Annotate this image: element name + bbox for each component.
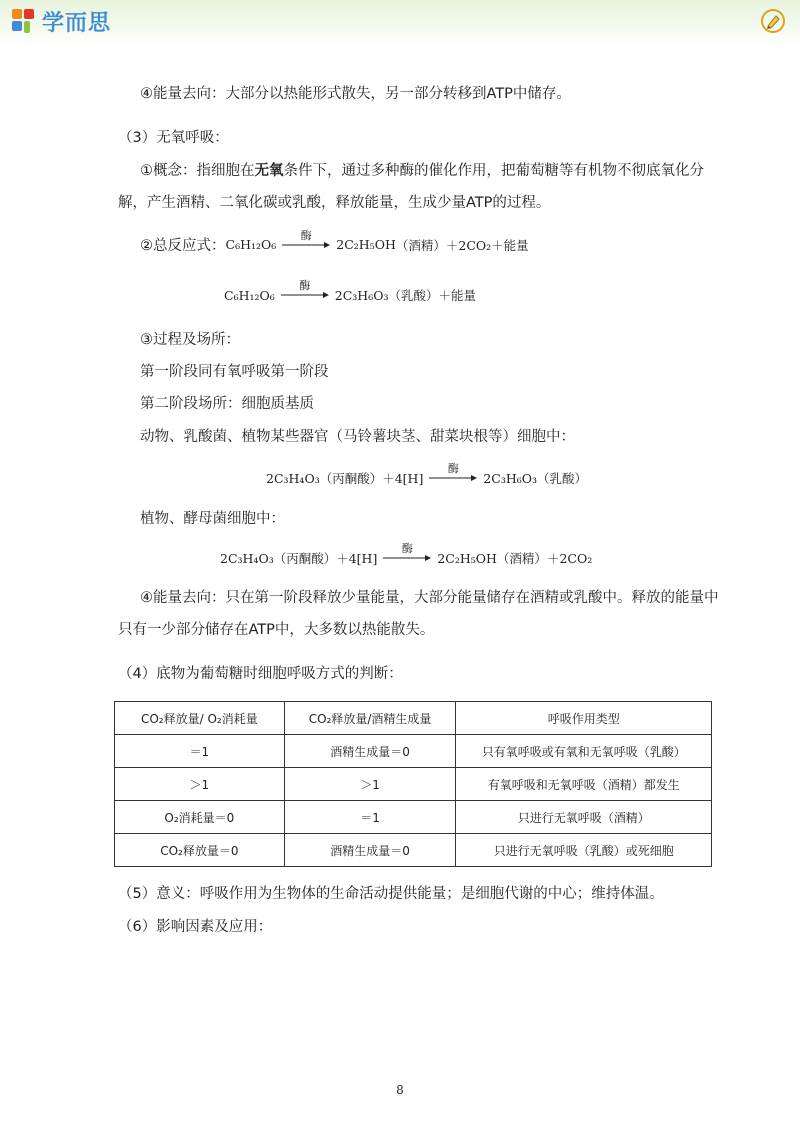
process-title: ③过程及场所：: [140, 332, 240, 348]
table-row: [115, 735, 712, 768]
eq2-rhs-d: 能量: [451, 288, 477, 303]
section-3-title: （3）无氧呼吸：: [118, 130, 229, 146]
header-band: [0, 0, 800, 44]
table-cell: O₂消耗量＝0: [115, 801, 285, 834]
eq1-rhs-d: 能量: [503, 237, 529, 253]
section-6-title: （6）影响因素及应用：: [118, 919, 273, 935]
eq4-rhs-c: ＋2CO₂: [546, 551, 593, 566]
table-row: [115, 768, 712, 801]
total-label: ②总反应式：: [140, 238, 226, 254]
eq1-rhs-a: 2C₂H₅OH: [336, 237, 396, 252]
eq3-lhs-c: ＋4[H]: [382, 471, 424, 486]
concept-post: 条件下，通过多种酶的催化作用，把葡萄糖等有机物不彻底氧化分: [283, 163, 704, 179]
eq2-rhs-b: （乳酸）: [388, 288, 439, 303]
concept-bold-anaerobic: 无氧: [254, 163, 284, 179]
eq3-arrow: [429, 463, 477, 481]
energy-fate-anaerobic-2: 只有一少部分储存在ATP中，大多数以热能散失。: [118, 622, 435, 638]
eq4-enzyme: 酶: [401, 542, 413, 555]
respiration-table: [114, 701, 712, 867]
table-header: CO₂释放量/ O₂消耗量: [115, 702, 285, 735]
eq3-lhs-a: 2C₃H₄O₃: [266, 470, 320, 486]
table-cell: ＞1: [115, 768, 285, 801]
logo-text: 学而思: [42, 10, 112, 36]
table-row: [115, 834, 712, 867]
stage-1: 第一阶段同有氧呼吸第一阶段: [140, 364, 329, 380]
eq2-lhs: C₆H₁₂O₆: [224, 287, 275, 303]
eq3-rhs-a: 2C₃H₆O₃: [483, 470, 538, 486]
pencil-icon: [760, 8, 786, 34]
animals-line: 动物、乳酸菌、植物某些器官（马铃薯块茎、甜菜块根等）细胞中：: [140, 429, 575, 445]
eq4-arrow: [383, 543, 431, 561]
equation-alcohol-stage2: [220, 542, 593, 567]
concept-line-2: 解，产生酒精、二氧化碳或乳酸，释放能量，生成少量ATP的过程。: [118, 195, 551, 211]
stage-2: 第二阶段场所：细胞质基质: [140, 396, 314, 412]
eq2-rhs-a: 2C₃H₆O₃: [334, 287, 389, 303]
eq4-rhs-b: （酒精）: [496, 551, 547, 566]
table-cell: 只进行无氧呼吸（酒精）: [456, 801, 712, 834]
concept-line-1: [140, 161, 704, 181]
energy-fate-anaerobic-1: ④能量去向：只在第一阶段释放少量能量，大部分能量储存在酒精或乳酸中。释放的能量中: [140, 590, 719, 606]
eq1-lhs: C₆H₁₂O₆: [225, 237, 277, 252]
equation-lactic-stage2: [266, 462, 588, 487]
page-number: 8: [396, 1083, 404, 1097]
eq3-rhs-b: （乳酸）: [537, 471, 588, 486]
arrow-icon: [281, 292, 329, 298]
logo-mark-icon: [10, 7, 38, 35]
table-cell: ＝1: [115, 735, 285, 768]
table-cell: 有氧呼吸和无氧呼吸（酒精）都发生: [456, 768, 712, 801]
table-cell: CO₂释放量＝0: [115, 834, 285, 867]
table-header: 呼吸作用类型: [456, 702, 712, 735]
eq4-lhs-a: 2C₃H₄O₃: [220, 550, 274, 566]
table-cell: 只进行无氧呼吸（乳酸）或死细胞: [456, 834, 712, 867]
table-cell: 只有氧呼吸或有氧和无氧呼吸（乳酸）: [456, 735, 712, 768]
eq2-enzyme: 酶: [299, 279, 311, 292]
table-header: CO₂释放量/酒精生成量: [284, 702, 456, 735]
brand-logo: [10, 6, 111, 36]
total-equation-alcohol: [140, 228, 529, 255]
arrow-icon: [282, 242, 330, 248]
eq4-rhs-a: 2C₂H₅OH: [437, 550, 497, 566]
plants-line: 植物、酵母菌细胞中：: [140, 511, 285, 527]
arrow-icon: [383, 555, 431, 561]
table-cell: 酒精生成量＝0: [284, 735, 456, 768]
eq3-enzyme: 酶: [447, 462, 459, 475]
table-cell: 酒精生成量＝0: [284, 834, 456, 867]
table-cell: ＝1: [284, 801, 456, 834]
concept-pre: ①概念：指细胞在: [140, 163, 255, 179]
arrow-icon: [429, 475, 477, 481]
total-equation-lactic: [224, 279, 477, 304]
eq1-enzyme: 酶: [300, 228, 312, 242]
section-5-significance: （5）意义：呼吸作用为生物体的生命活动提供能量；是细胞代谢的中心；维持体温。: [118, 886, 664, 902]
eq1-rhs-c: ＋2CO₂＋: [445, 237, 504, 253]
eq2-arrow: [281, 280, 329, 298]
table-row: [115, 801, 712, 834]
table-header-row: [115, 702, 712, 735]
eq4-lhs-c: ＋4[H]: [336, 551, 378, 566]
energy-fate-aerobic: ④能量去向：大部分以热能形式散失，另一部分转移到ATP中储存。: [140, 86, 571, 102]
eq4-lhs-b: （丙酮酸）: [273, 551, 337, 566]
eq1-rhs-b: （酒精）: [395, 237, 446, 253]
eq2-rhs-c: ＋: [438, 288, 451, 303]
eq1-arrow: [282, 230, 330, 248]
table-cell: ＞1: [284, 768, 456, 801]
section-4-title: （4）底物为葡萄糖时细胞呼吸方式的判断：: [118, 666, 403, 682]
eq3-lhs-b: （丙酮酸）: [319, 471, 383, 486]
